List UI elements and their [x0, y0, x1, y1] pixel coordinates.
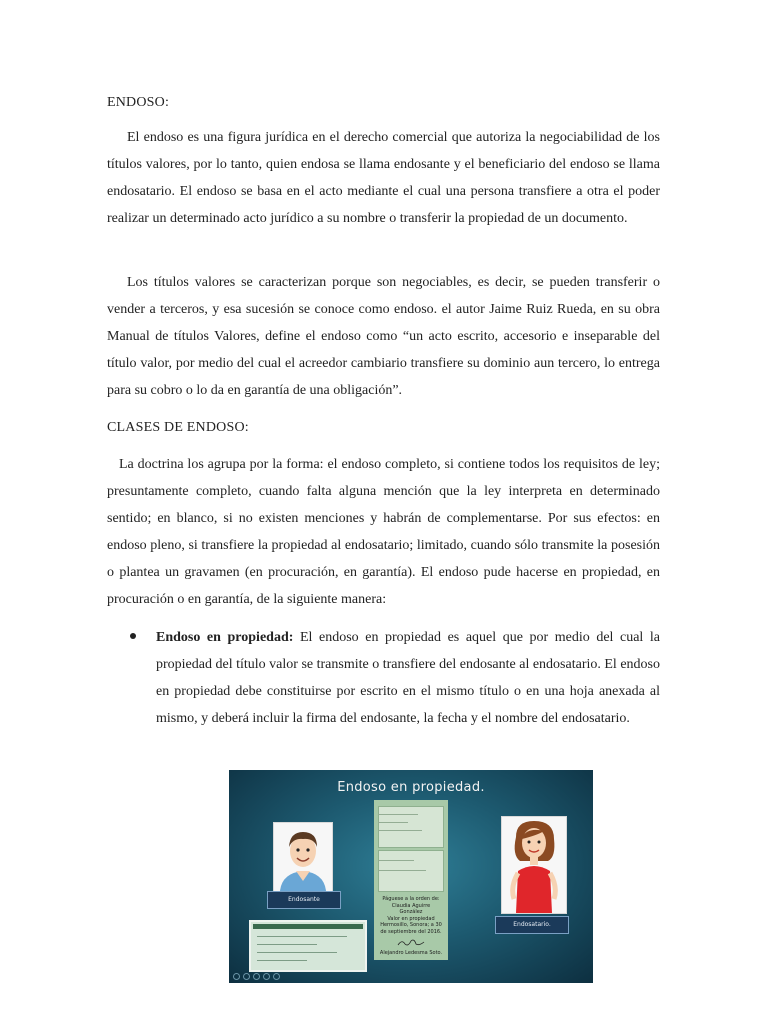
play-icon[interactable] [243, 973, 250, 980]
next-icon[interactable] [273, 973, 280, 980]
endorsement-signature-name: Alejandro Ledesma Soto. [379, 950, 443, 956]
settings-icon[interactable] [263, 973, 270, 980]
slide-image [229, 770, 593, 983]
paragraph-titulos-valores: Los títulos valores se caracterizan porque son negociables, es decir, se pueden transferir o vender a terceros, y esa sucesión se conoce como endoso. el autor Jaime Ruiz Rueda, en su obra Manual de títulos Valores, define el endoso como “un acto escrito, accesorio e inseparable del título valor, por medio del cual el acreedor cambiario transfiere su dominio aun tercero, lo entrega para su cobro o lo da en garantía de una obligación”. [107, 275, 660, 398]
endosatario-portrait [501, 816, 567, 914]
bullet-description: El endoso en propiedad es aquel que por medio del cual la propiedad del título valor se transmite o transfiere del endosante al endosatario. El endoso en propiedad debe constituirse por escrito en el mismo título o en una hoja anexada al mismo, y deberá incluir la firma del endosante, la fecha y el nombre del endosatario. [156, 630, 660, 726]
endosante-portrait [273, 822, 333, 892]
prev-icon[interactable] [233, 973, 240, 980]
endosante-caption: Endosante [267, 891, 341, 909]
endosatario-caption: Endosatario. [495, 916, 569, 934]
endorsement-document [374, 800, 448, 960]
man-icon [274, 823, 332, 891]
endorsement-text: Páguese a la orden de: Claudia Aguirre González Valor en propiedad Hermosillo, Sonora; a 30 de septiembre del 2016. [380, 896, 442, 935]
edit-icon[interactable] [253, 973, 260, 980]
heading-endoso: ENDOSO: [107, 95, 170, 110]
bullet-icon [130, 633, 136, 639]
heading-clases: CLASES DE ENDOSO: [107, 420, 249, 435]
check-thumbnail [249, 920, 367, 972]
bullet-item-endoso-propiedad [156, 624, 660, 732]
signature-icon [396, 938, 426, 948]
slide-controls[interactable] [233, 973, 280, 980]
slide-title: Endoso en propiedad. [337, 780, 485, 795]
paragraph-definition: El endoso es una figura jurídica en el derecho comercial que autoriza la negociabilidad de los títulos valores, por lo tanto, quien endosa se llama endosante y el beneficiario del endoso se llama endosatario. El endoso se basa en el acto mediante el cual una persona transfiere a otra el poder realizar un determinado acto jurídico a su nombre o transferir la propiedad de un documento. [107, 130, 660, 226]
bullet-list [130, 624, 660, 732]
woman-icon [502, 817, 566, 913]
bullet-term: Endoso en propiedad: [156, 630, 294, 645]
paragraph-doctrina: La doctrina los agrupa por la forma: el endoso completo, si contiene todos los requisitos de ley; presuntamente completo, cuando falta alguna mención que la ley interpreta en determinado sentido; en blanco, si no existen menciones y habrán de complementarse. Por sus efectos: en endoso pleno, si transfiere la propiedad al endosatario; limitado, cuando sólo transmite la posesión o plantea un gravamen (en procuración, en garantía). El endoso pude hacerse en propiedad, en procuración o en garantía, de la siguiente manera: [107, 457, 660, 607]
